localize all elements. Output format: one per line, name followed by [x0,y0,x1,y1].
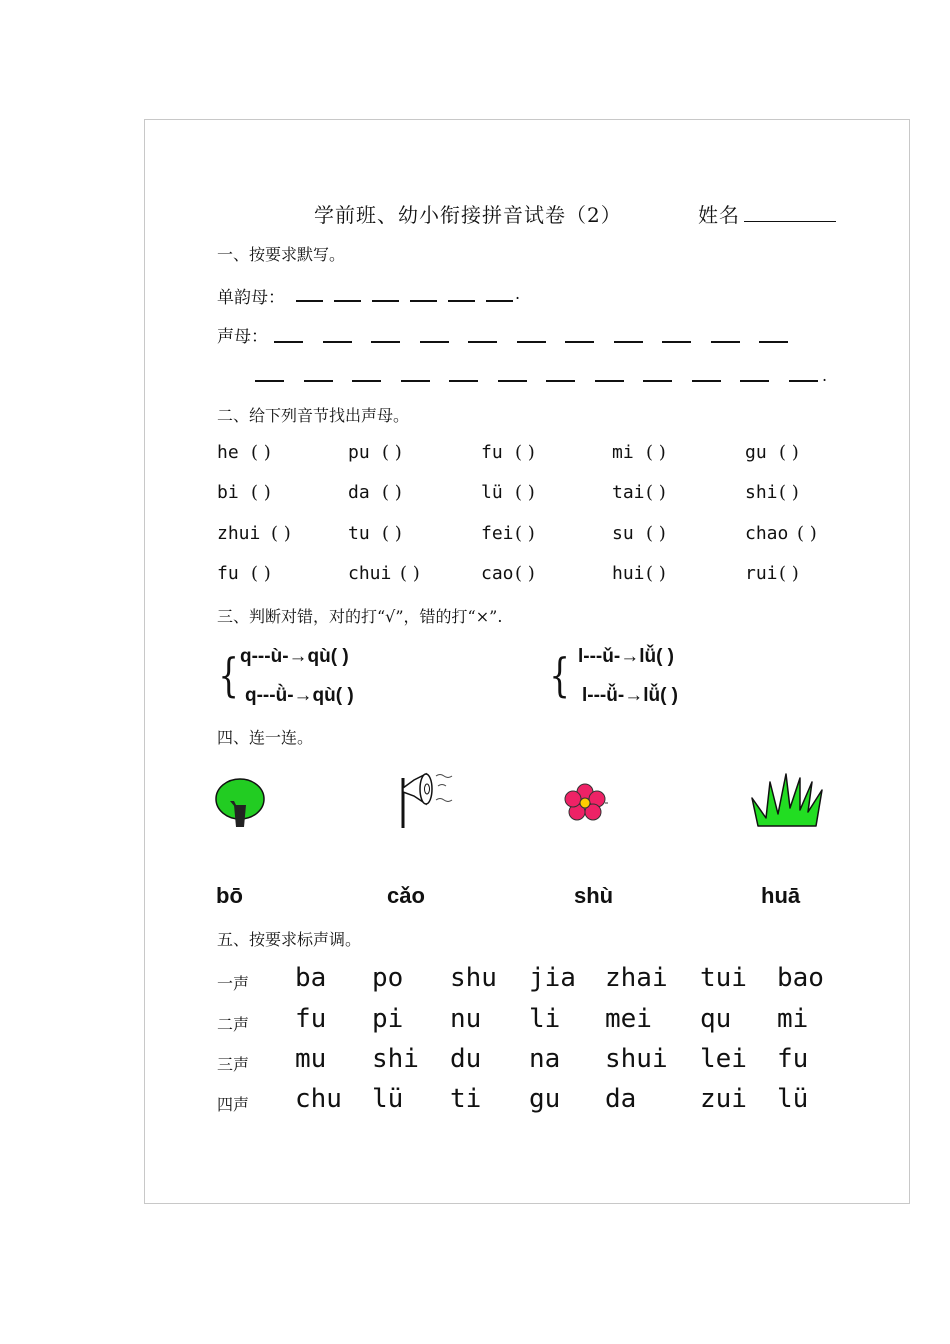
syllable: zhui [217,523,261,544]
answer-paren: ( ) [646,523,666,544]
initial-blank [498,380,527,382]
syllable: lü [481,482,503,503]
tone-word: mei [605,1004,652,1034]
initial-blank [662,341,691,343]
initial-blank [711,341,740,343]
tone-word: zui [700,1084,747,1114]
initial-blank [692,380,721,382]
answer-paren: ( ) [779,442,799,463]
grass-icon [750,768,826,828]
judge-right-2: l---ǚ-→lǚ( ) [582,685,679,706]
section-4-heading: 四、连一连。 [217,728,314,747]
syllable: hui [612,563,645,584]
answer-paren: ( ) [646,442,666,463]
match-pinyin-4: huā [761,883,801,908]
initial-blank [255,380,284,382]
tone-word: jia [529,963,576,993]
answer-paren: ( ) [382,482,402,503]
answer-paren: ( ) [515,442,535,463]
section-5-heading: 五、按要求标声调。 [217,930,362,949]
initial-blank [759,341,788,343]
answer-paren: ( ) [251,482,271,503]
initial-blank [517,341,546,343]
syllable: he [217,442,239,463]
tone-word: du [450,1044,482,1074]
answer-paren: ( ) [251,442,271,463]
tone-word: gu [529,1084,561,1114]
tone-word: fu [295,1004,327,1034]
syllable: cao [481,563,514,584]
tone-word: mi [777,1004,809,1034]
judge-right-1: l---ǔ-→lǚ( ) [578,646,675,667]
flower-icon [563,783,609,823]
tone-word: pi [372,1004,404,1034]
initial-blank [352,380,381,382]
tone-word: da [605,1084,637,1114]
answer-paren: ( ) [515,482,535,503]
section-2-heading: 二、给下列音节找出声母。 [217,406,410,425]
tone-word: nu [450,1004,482,1034]
name-blank [744,221,836,222]
answer-paren: ( ) [382,442,402,463]
answer-paren: ( ) [382,523,402,544]
vowel-blank [448,300,475,302]
tone-word: zhai [605,963,668,993]
initials-end-mark: . [822,366,828,385]
vowel-blank [410,300,437,302]
initial-blank [740,380,769,382]
loudspeaker-icon [396,764,458,830]
initial-blank [304,380,333,382]
answer-paren: ( ) [251,563,271,584]
vowel-blank [296,300,323,302]
vowel-blank [486,300,513,302]
tone-word: lü [372,1084,404,1114]
tone-word: li [529,1004,561,1034]
tone-word: po [372,963,404,993]
tone-row-label: 二声 [217,1015,250,1034]
tone-row-label: 一声 [217,974,250,993]
vowels-label: 单韵母： [217,288,285,308]
initial-blank [789,380,818,382]
left-brace: { [218,648,239,702]
initial-blank [401,380,430,382]
answer-paren: ( ) [797,523,817,544]
initial-blank [643,380,672,382]
syllable: da [348,482,370,503]
syllable: mi [612,442,634,463]
answer-paren: ( ) [779,482,799,503]
initial-blank [449,380,478,382]
initials-label: 声母： [217,327,268,347]
tone-word: chu [295,1084,342,1114]
match-pinyin-3: shù [574,883,614,908]
syllable: bi [217,482,239,503]
initial-blank [468,341,497,343]
answer-paren: ( ) [646,482,666,503]
answer-paren: ( ) [515,563,535,584]
vowel-blank [372,300,399,302]
answer-paren: ( ) [779,563,799,584]
initial-blank [614,341,643,343]
answer-paren: ( ) [515,523,535,544]
syllable: fei [481,523,514,544]
syllable: chui [348,563,392,584]
section-3-heading: 三、判断对错，对的打“√”，错的打“×”. [217,607,503,626]
initial-blank [595,380,624,382]
tone-word: lü [777,1084,809,1114]
initial-blank [546,380,575,382]
match-pinyin-1: bō [216,883,243,908]
vowels-end-mark: . [515,284,521,303]
syllable: chao [745,523,789,544]
initial-blank [420,341,449,343]
syllable: tu [348,523,370,544]
answer-paren: ( ) [646,563,666,584]
tone-word: shui [605,1044,668,1074]
match-pinyin-2: cǎo [387,883,425,908]
tone-word: tui [700,963,747,993]
answer-paren: ( ) [400,563,420,584]
section-1-heading: 一、按要求默写。 [217,245,346,264]
syllable: tai [612,482,645,503]
tone-word: shi [372,1044,419,1074]
right-brace: { [549,648,570,702]
judge-left-2: q---ǜ-→qù( ) [245,685,354,706]
syllable: rui [745,563,778,584]
syllable: fu [217,563,239,584]
syllable: su [612,523,634,544]
tone-word: ba [295,963,327,993]
syllable: fu [481,442,503,463]
vowel-blank [334,300,361,302]
initial-blank [274,341,303,343]
page-title: 学前班、幼小衔接拼音试卷（2） [314,203,622,227]
tone-word: na [529,1044,561,1074]
tone-word: ti [450,1084,482,1114]
tone-row-label: 三声 [217,1055,250,1074]
tone-word: lei [700,1044,747,1074]
name-label: 姓名 [698,203,740,227]
tone-word: shu [450,963,497,993]
initial-blank [323,341,352,343]
syllable: pu [348,442,370,463]
tone-row-label: 四声 [217,1095,250,1114]
tone-word: fu [777,1044,809,1074]
answer-paren: ( ) [271,523,291,544]
tone-word: mu [295,1044,327,1074]
tone-word: qu [700,1004,732,1034]
judge-left-1: q---ù-→qù( ) [240,646,349,667]
initial-blank [371,341,400,343]
tone-word: bao [777,963,824,993]
initial-blank [565,341,594,343]
syllable: gu [745,442,767,463]
tree-icon [214,777,270,829]
syllable: shi [745,482,778,503]
